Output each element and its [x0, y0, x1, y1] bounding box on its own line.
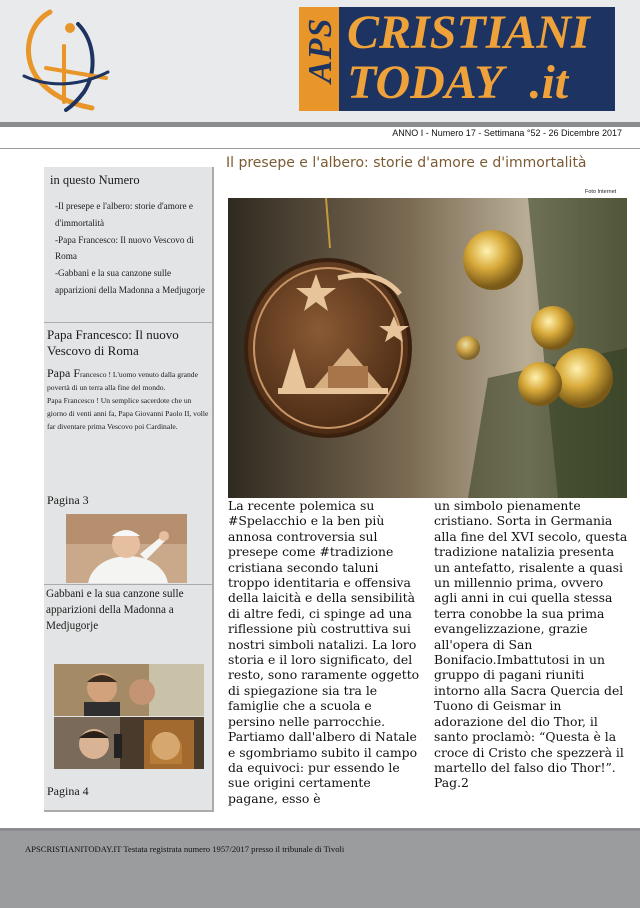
footer [0, 831, 640, 908]
gabbani-photo-collage [54, 664, 204, 769]
header [0, 0, 640, 122]
issue-rule [0, 148, 640, 149]
sidebar-divider [44, 584, 214, 585]
fish-cross-icon [20, 6, 112, 114]
gabbani-page-ref[interactable]: Pagina 4 [47, 784, 89, 798]
toc-item[interactable]: -Gabbani e la sua canzone sulle apparizioni della Madonna a Medjugorje [55, 268, 206, 295]
pope-body-text: Papa Francesco ! Un semplice sacerdote che un giorno di venti anni fa, Papa Giovanni Paolo II, volle far diventare prima Vescovo poi Cardinale. [47, 396, 209, 431]
masthead-title-line2 [347, 56, 569, 109]
pope-page-ref[interactable]: Pagina 3 [47, 493, 89, 507]
gabbani-section-title: Gabbani e la sua canzone sulle apparizioni della Madonna a Medjugorje [46, 588, 184, 632]
article-photo [228, 198, 627, 498]
sidebar [44, 167, 214, 812]
masthead-title-line1: CRISTIANI [347, 6, 590, 59]
sidebar-divider [44, 322, 214, 323]
masthead [299, 7, 615, 111]
issue-line: ANNO I - Numero 17 - Settimana °52 - 26 Dicembre 2017 [392, 128, 622, 138]
pope-lead-initial: Papa F [47, 366, 80, 380]
article-column-2-text: un simbolo pienamente cristiano. Sorta in Germania alla fine del XVI secolo, questa tradizione natalizia presenta un antefatto, risalente a quasi un millennio prima, ovvero agli anni in cui quella stessa terra conobbe la sua prima evangelizzazione, grazie all'opera di San Bonifacio.Imbattutosi in un gruppo di pagani riuniti intorno alla Sacra Quercia del Tuono di Geismar in adorazione del dio Thor, il santo proclamò: “Questa è la croce di Cristo che spezzerà il martello del falso dio Thor!”. [434, 498, 628, 775]
header-rule [0, 122, 640, 127]
masthead-aps: APS [302, 17, 339, 83]
article-title: Il presepe e l'albero: storie d'amore e d'immortalità [226, 155, 587, 171]
masthead-today: TODAY [347, 56, 504, 109]
photo-credit: Foto Internet [585, 189, 617, 195]
masthead-tld: .it [529, 56, 569, 109]
pope-lead-text: rancesco ! L'uomo venuto dalla grande povertà di un terra alla fine del mondo. [47, 370, 198, 392]
sidebar-title: in questo Numero [50, 173, 140, 187]
footer-text: APSCRISTIANITODAY.IT Testata registrata numero 1957/2017 presso il tribunale di Tivoli [25, 844, 345, 854]
article-column-2 [434, 498, 630, 791]
article-column-1: La recente polemica su #Spelacchio e la ben più annosa controversia sul presepe come #tradizione cristiana secondo taluni troppo identitaria e offensiva della laicità e della sensibilità di altre fedi, ci spinge ad una riflessione più costruttiva sui nostri simboli natalizi. La loro storia e il loro significato, del resto, sono raramente oggetto di spiegazione sia tra le famiglie che a scuola e persino nelle parrocchie. Partiamo dall'albero di Natale e sgombriamo subito il campo da equivoci: pur essendo le sue origini certamente pagane, esso è [228, 498, 420, 806]
pope-section-title: Papa Francesco: Il nuovo Vescovo di Roma [47, 327, 179, 358]
toc-item[interactable]: -Il presepe e l'albero: storie d'amore e d'immortalità [55, 201, 193, 228]
article-page-ref[interactable]: Pag.2 [434, 775, 469, 791]
masthead-aps-strip [299, 7, 339, 111]
pope-section-body [47, 367, 211, 433]
pope-photo [66, 514, 187, 583]
toc-item[interactable]: -Papa Francesco: Il nuovo Vescovo di Roma [55, 234, 194, 262]
toc-list [55, 198, 207, 299]
